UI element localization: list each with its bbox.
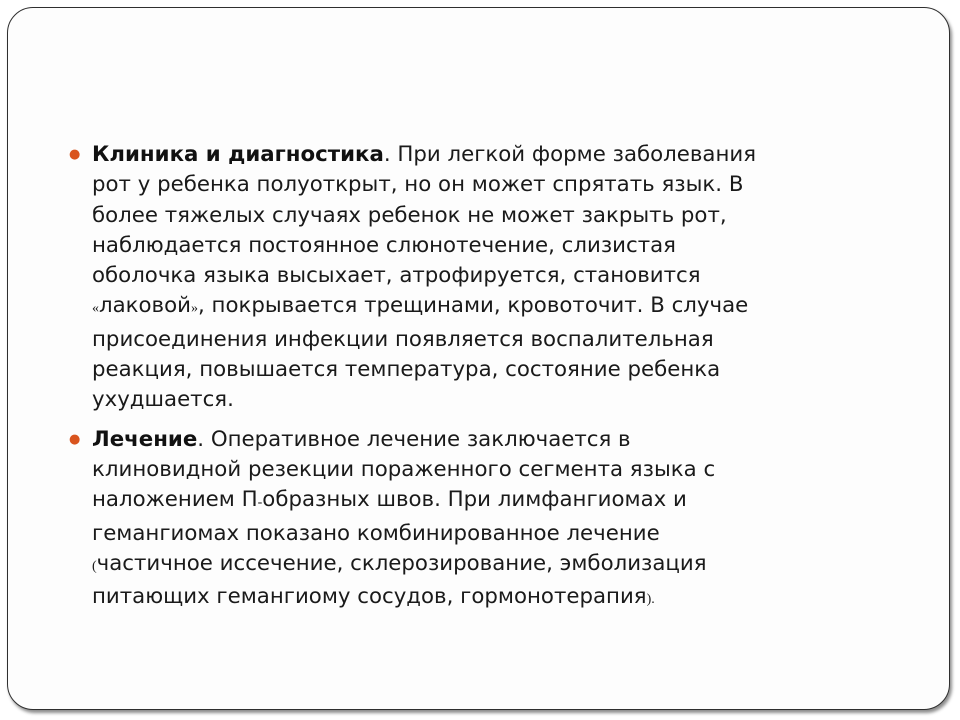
text-fragment: образных швов. При лимфангиомах и [262, 487, 687, 513]
text-line [92, 291, 866, 324]
text-line [92, 549, 866, 582]
slide-content [66, 140, 866, 615]
text-fragment: . Оперативное лечение заключается в [197, 426, 631, 452]
close-quote: » [190, 301, 198, 317]
term-treatment: Лечение [92, 426, 198, 452]
text-line: реакция, повышается температура, состояние ребенка [92, 357, 721, 383]
bullet-icon: ● [69, 431, 81, 447]
text-line: ухудшается. [92, 387, 234, 413]
dash: - [257, 495, 263, 511]
text-fragment: наложением П [92, 487, 258, 513]
text-fragment: лаковой [99, 293, 191, 319]
text-line [92, 582, 866, 615]
text-fragment: , покрывается трещинами, кровоточит. В случае [197, 293, 749, 319]
text-line: рот у ребенка полуоткрыт, но он может спрятать язык. В [92, 172, 744, 198]
open-quote: « [92, 301, 99, 317]
term-clinic-diagnostics: Клиника и диагностика [92, 142, 384, 167]
open-paren: ( [92, 558, 97, 574]
text-line: присоединения инфекции появляется воспалительная [92, 326, 714, 352]
bullet-icon: ● [69, 147, 81, 162]
bullet-paragraph-treatment [66, 425, 866, 616]
text-line: клиновидной резекции пораженного сегмента языка с [92, 456, 716, 482]
text-line: гемангиомах показано комбинированное лечение [92, 520, 660, 546]
text-fragment: . При легкой форме заболевания [383, 142, 757, 167]
text-fragment: питающих гемангиому сосудов, гормонотерапия [92, 584, 647, 610]
text-line: наблюдается постоянное слюнотечение, слизистая [92, 232, 676, 258]
text-fragment: частичное иссечение, склерозирование, эмболизация [96, 550, 707, 576]
text-line: оболочка языка высыхает, атрофируется, становится [92, 263, 701, 289]
text-line: более тяжелых случаях ребенок не может закрыть рот, [92, 202, 727, 228]
bullet-paragraph-clinic [66, 140, 866, 416]
text-line [92, 140, 866, 170]
close-paren: ). [646, 592, 655, 608]
text-line [92, 485, 866, 518]
text-line [92, 425, 866, 455]
